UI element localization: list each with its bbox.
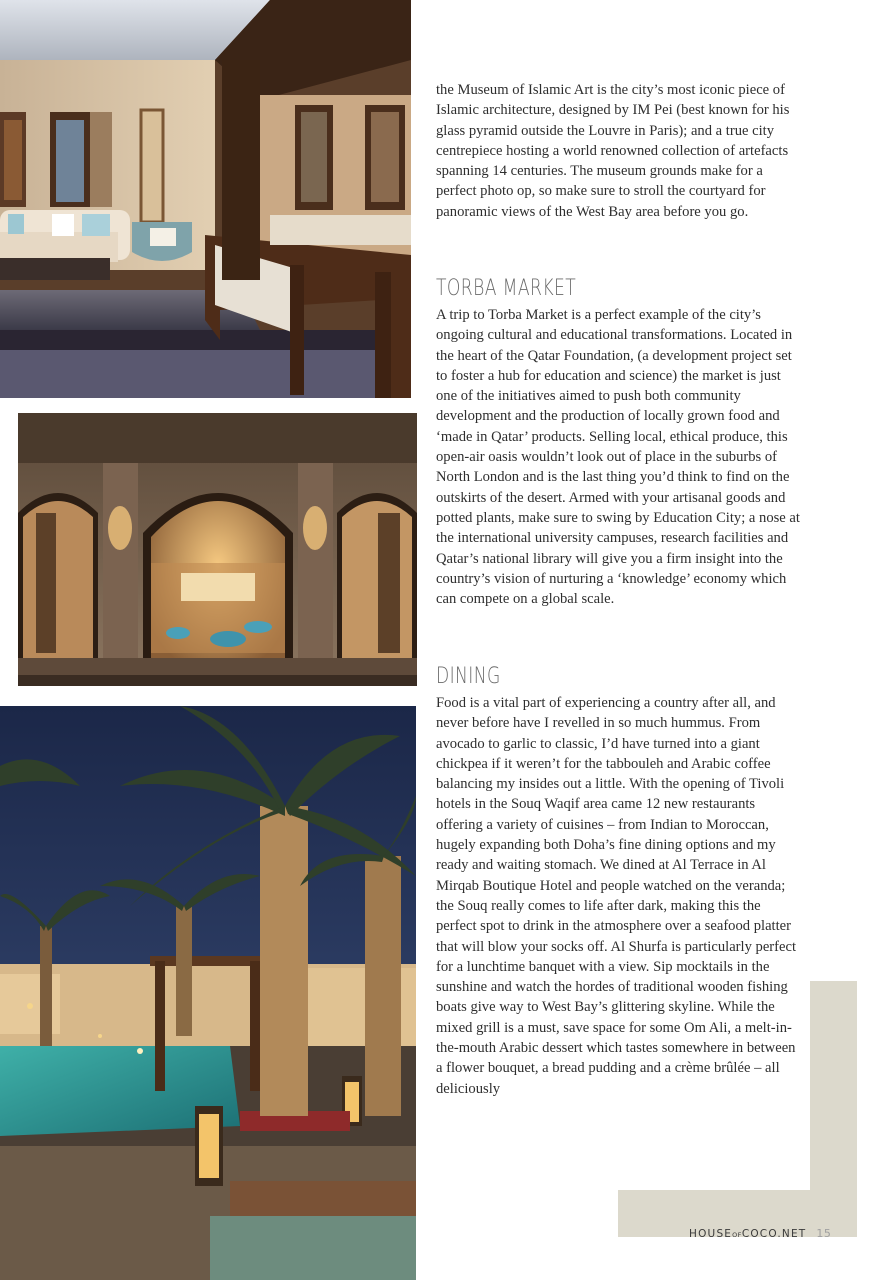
page-footer bbox=[689, 1227, 831, 1240]
article-torba-paragraph: A trip to Torba Market is a perfect example of the city’s ongoing cultural and educational transformations. Located in the heart of the Qatar Foundation, (a development project set to foster a hub for education and science) the market is just one of the initiatives aimed to push both community development and the production of locally grown food and ‘made in Qatar’ products. Selling local, ethical produce, this open-air oasis wouldn’t look out of place in the suburbs of North London and is the last thing you’d think to find on the outskirts of the desert. Armed with your artisanal goods and potted plants, make sure to swing by Education City; a nose at the international university campuses, research facilities and Qatar’s national library will give you a firm insight into the country’s vision of nurturing a ‘knowledge’ economy which can compete on a global scale. bbox=[436, 307, 800, 608]
article-intro-paragraph: the Museum of Islamic Art is the city’s most iconic piece of Islamic architecture, designed by IM Pei (best known for his glass pyramid outside the Louvre in Paris); and a true city centrepiece hosting a world renowned collection of artefacts spanning 14 centuries. The museum grounds make for a perfect photo op, so make sure to stroll the courtyard for panoramic views of the West Bay area before you go. bbox=[436, 82, 790, 220]
page-number: 15 bbox=[816, 1227, 832, 1240]
heading-dining: DINING bbox=[436, 664, 501, 689]
footer-brand-of: OF bbox=[732, 1231, 742, 1239]
photo-resort-palms bbox=[0, 706, 416, 1280]
footer-brand-main: HOUSE bbox=[689, 1228, 733, 1240]
heading-torba-market: TORBA MARKET bbox=[436, 276, 577, 301]
footer-brand-end: COCO.NET bbox=[741, 1228, 807, 1240]
article-dining-paragraph: Food is a vital part of experiencing a country after all, and never before have I revelled in so much hummus. From avocado to garlic to classic, I’d have turned into a giant chickpea if it weren’t for the tabbouleh and Arabic coffee balancing my insides out a little. With the opening of Tivoli hotels in the Souq Waqif area came 12 new restaurants offering a variety of cuisines – from Indian to Moroccan, hugely expanding both Doha’s fine dining options and my ready and waiting stomach. We dined at Al Terrace in Al Mirqab Boutique Hotel and people watched on the veranda; the Souq really comes to life after dark, making this the perfect spot to drink in the atmosphere over a seafood platter that will blow your socks off. Al Shurfa is particularly perfect for a lunchtime banquet with a view. Sip mocktails in the sunshine and watch the hordes of traditional wooden fishing boats give way to West Bay’s glittering skyline. While the mixed grill is a must, save space for some Om Ali, a melt-in-the-mouth Arabic dessert which tastes somewhere in between a flower bouquet, a bread pudding and a crème brûlée – all deliciously bbox=[436, 695, 797, 1097]
photo-hotel-lounge bbox=[0, 0, 411, 398]
photo-market-courtyard bbox=[18, 413, 417, 686]
